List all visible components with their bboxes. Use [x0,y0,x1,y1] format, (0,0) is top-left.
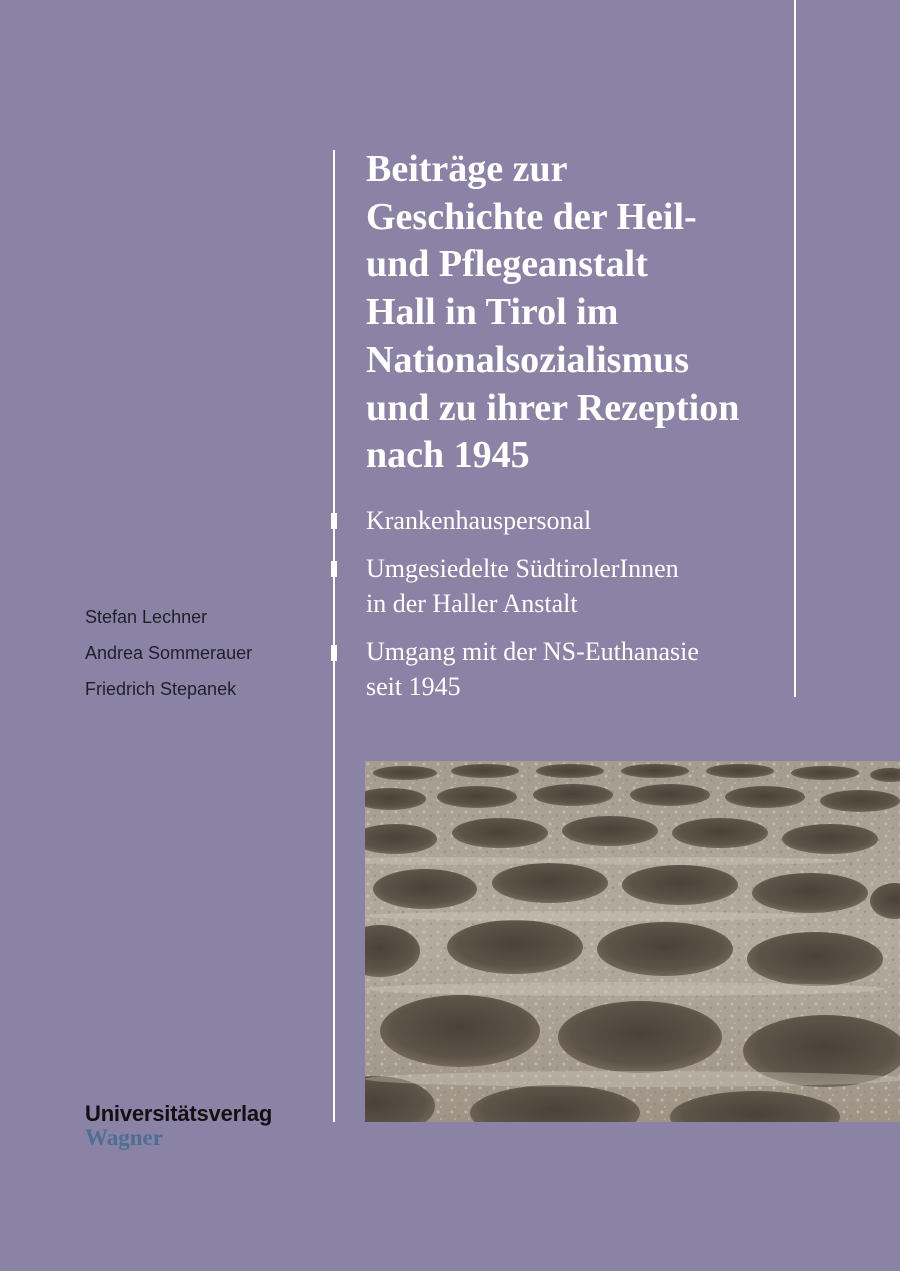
right-vertical-rule [794,0,796,697]
cover-photo-graphic [365,761,900,1122]
title-line: und zu ihrer Rezeption [366,386,740,429]
title-line: Beiträge zur [366,148,568,190]
topic-umgang [366,634,699,704]
topic-marker [331,561,337,577]
topic-marker [331,513,337,529]
topic-marker [331,645,337,661]
topic-umgesiedelte [366,551,679,621]
publisher-imprint: Wagner [85,1125,163,1150]
topic-krankenhauspersonal [366,503,591,538]
author-name: Friedrich Stepanek [85,679,237,699]
topic-line: Umgesiedelte SüdtirolerInnen [366,554,679,583]
topic-line: in der Haller Anstalt [366,589,578,618]
publisher-name: Universitätsverlag [85,1101,273,1126]
title-line: Hall in Tirol im [366,291,619,334]
title-line: Geschichte der Heil- [366,195,697,238]
title-line: nach 1945 [366,434,530,477]
title-line: und Pflegeanstalt [366,243,648,286]
topic-line: Krankenhauspersonal [366,506,592,535]
topic-line: seit 1945 [366,672,461,701]
left-vertical-rule [333,150,335,1122]
title-line: Nationalsozialismus [366,338,690,381]
author-name: Andrea Sommerauer [85,643,253,663]
author-name: Stefan Lechner [85,607,208,627]
book-title [366,146,786,480]
topic-line: Umgang mit der NS-Euthanasie [366,637,699,666]
cover-photo-excavated-graves [365,761,900,1122]
